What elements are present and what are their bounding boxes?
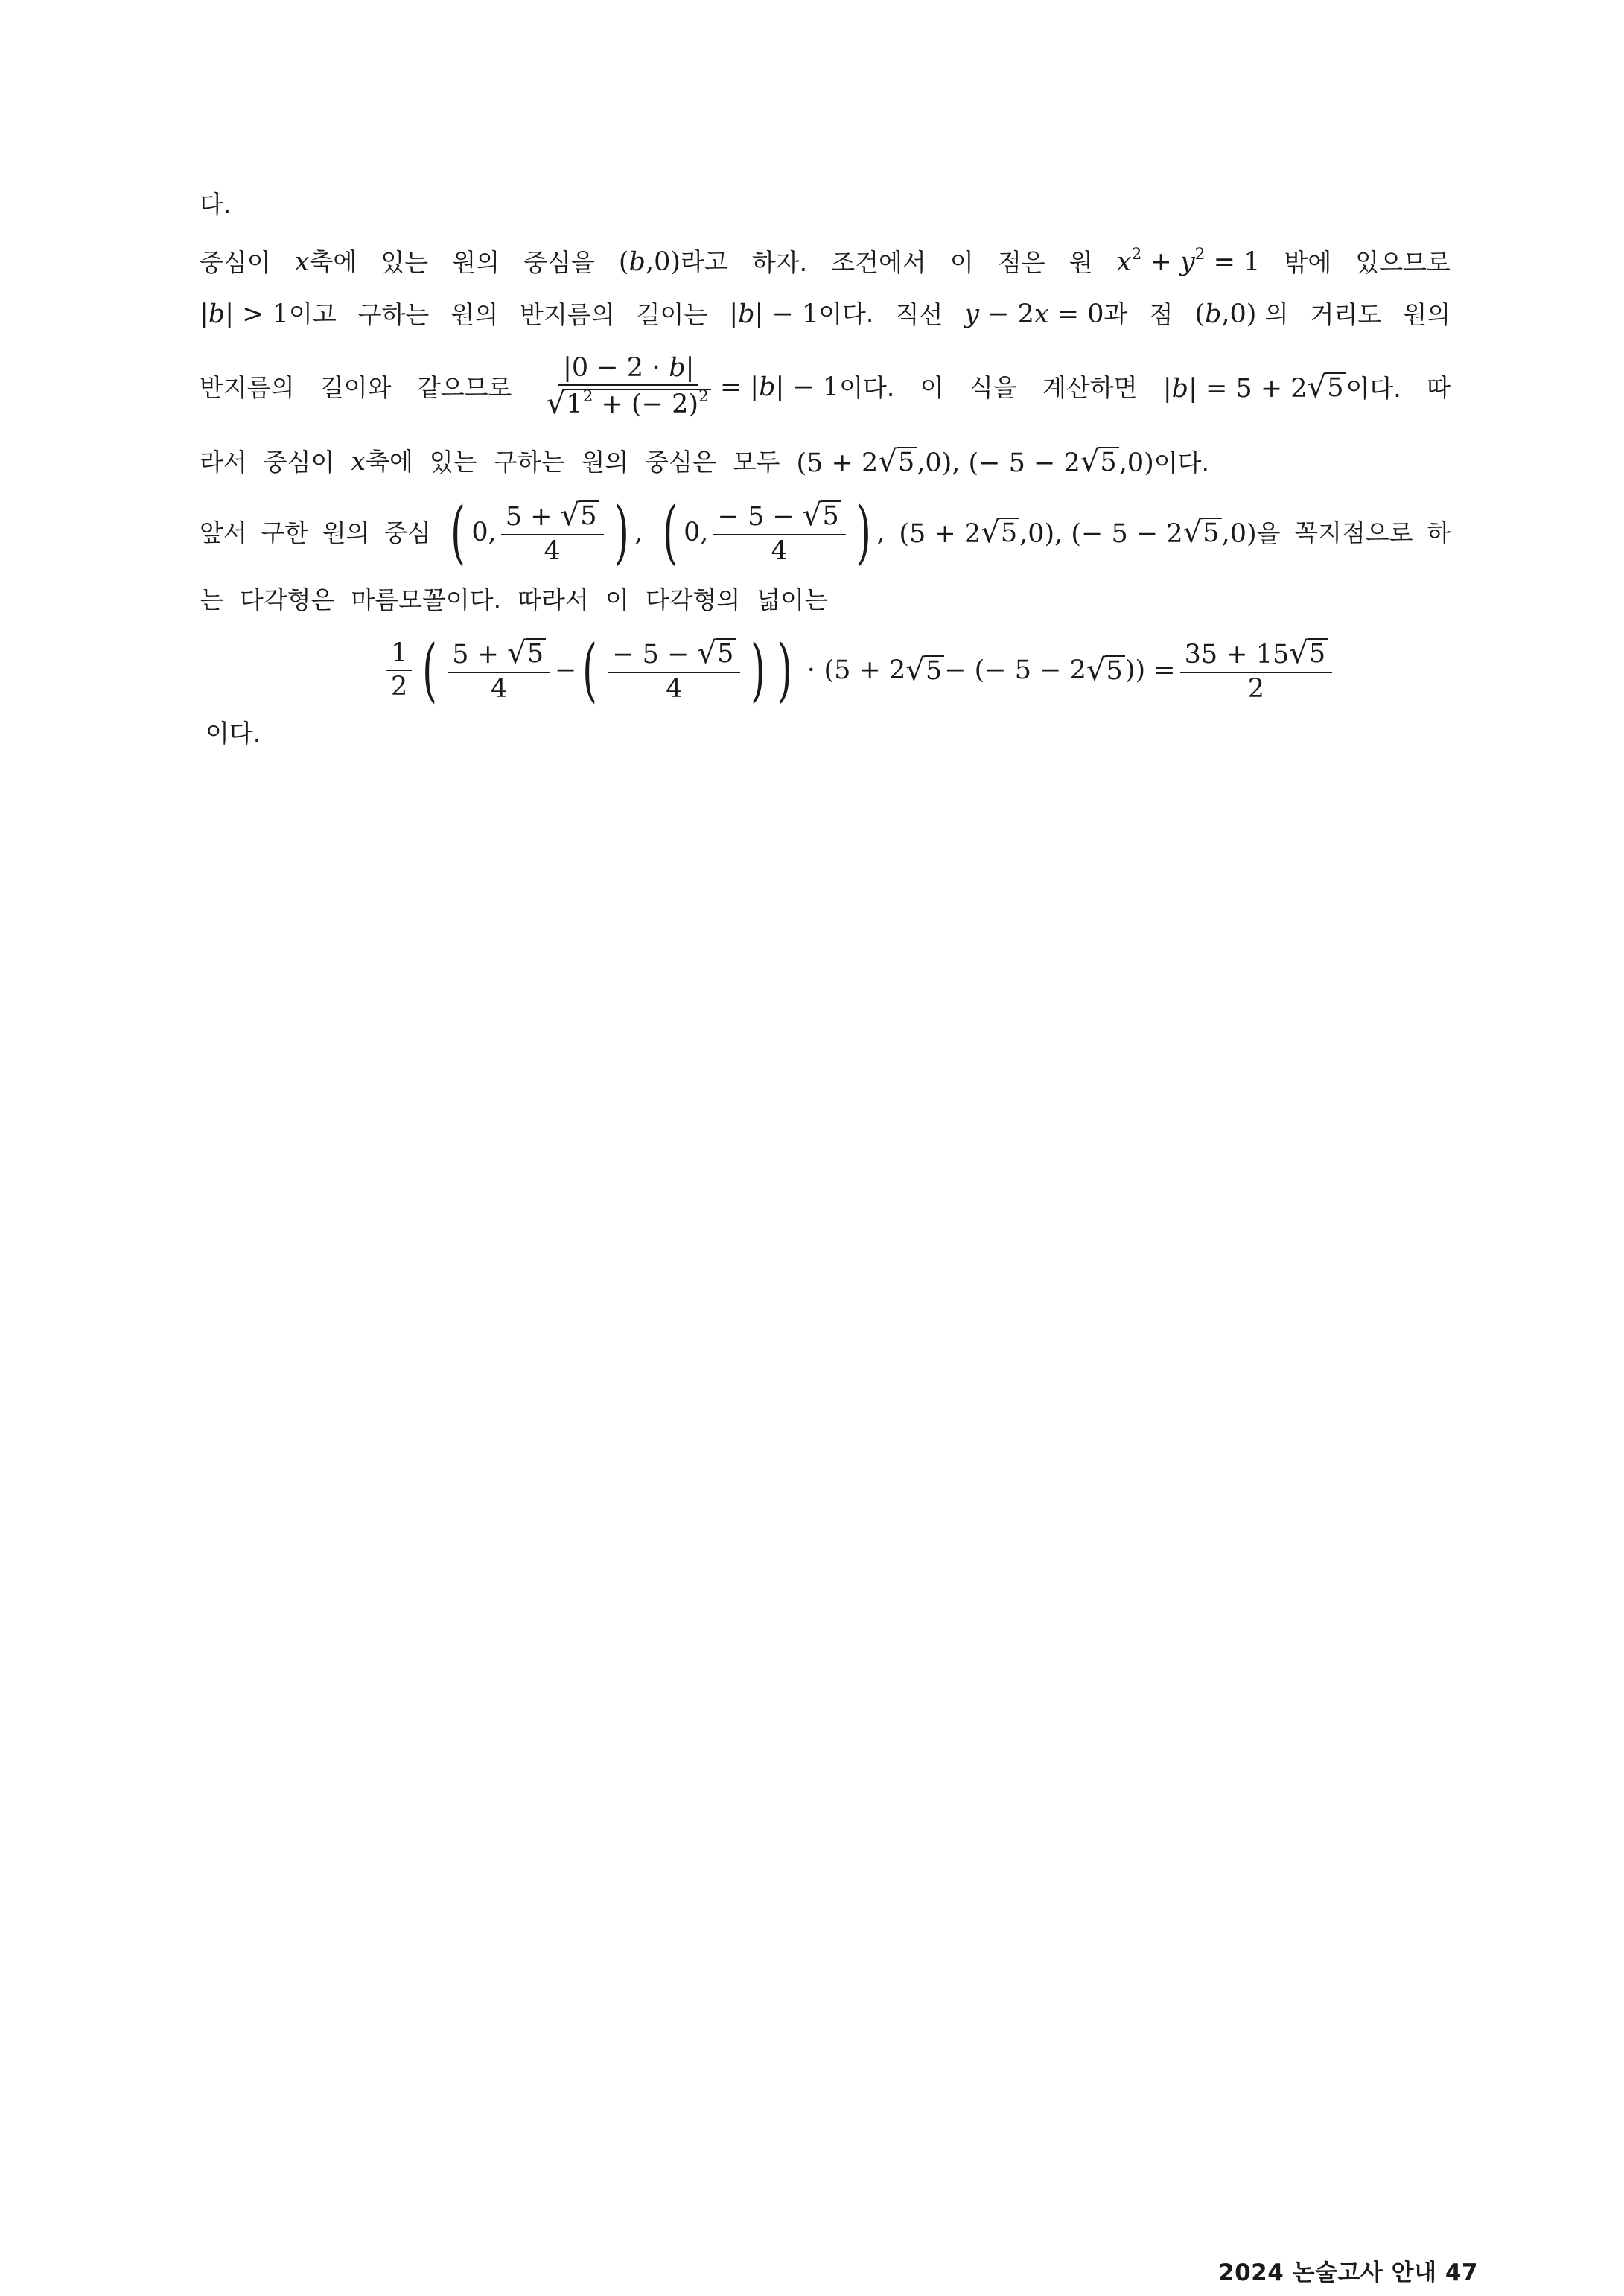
text-fragment: 구한: [261, 518, 309, 547]
math-expression: (5 + 2 √ 5 ,0), (− 5 − 2 √ 5 ,0)이다.: [796, 445, 1209, 479]
text-fragment: 따라서: [518, 585, 589, 614]
text-fragment: 모두: [732, 447, 780, 477]
math-expression: ( 0, − 5 − √ 5 4 ) ,: [663, 492, 885, 573]
text-line-0: [200, 192, 1451, 217]
math-expression: (b,0) 의: [1194, 299, 1289, 329]
text-line-6: [200, 585, 1451, 614]
text-fragment: 점은: [997, 248, 1045, 277]
text-fragment: 다.: [200, 190, 232, 219]
math-expression: |b| − 1이다.: [729, 299, 874, 329]
text-fragment: 길이는: [636, 300, 708, 329]
text-line-3: [200, 350, 1451, 424]
text-fragment: 점: [1149, 300, 1174, 329]
text-fragment: 중심을: [523, 248, 595, 277]
display-equation: $\frac{1}{2}$ ( 5 + √ 5 4 − ( − 5 − √ 5 4 ) ) ⋅ (5 + 2 √ 5 − (− 5 − 2 √ 5 )) = 35 + 15 √ 5 2: [382, 629, 1424, 711]
text-fragment: 중심은: [645, 447, 716, 477]
text-line-1: [200, 244, 1451, 277]
text-fragment: 앞서: [200, 518, 247, 547]
text-fragment: 같으므로: [416, 372, 512, 402]
text-fragment: 중심이: [200, 248, 271, 277]
text-fragment: 조건에서: [831, 248, 926, 277]
text-fragment: 원의: [322, 518, 370, 547]
text-line-5: [200, 492, 1451, 573]
text-fragment: 이다.: [206, 719, 261, 748]
text-fragment: 있으므로: [1355, 248, 1451, 277]
text-fragment: x축에: [294, 247, 357, 277]
text-fragment: 원: [1069, 248, 1093, 277]
text-fragment: 밖에: [1284, 248, 1332, 277]
text-fragment: 원의: [581, 447, 629, 477]
text-fragment: 원의: [1403, 300, 1451, 329]
math-expression: |b| = 5 + 2 √ 5 이다.: [1162, 369, 1401, 404]
text-fragment: 다각형의: [645, 585, 741, 614]
text-fragment: 이: [920, 372, 944, 402]
text-fragment: 반지름의: [200, 372, 295, 402]
text-fragment: 있는: [429, 447, 477, 477]
text-fragment: 중심이: [263, 447, 335, 477]
page-footer: 2024 논술고사 안내 47: [1218, 2260, 1478, 2286]
text-fragment: 중심: [383, 518, 431, 547]
math-expression: y − 2x = 0과: [964, 299, 1128, 329]
text-fragment: 따: [1427, 372, 1451, 402]
math-expression: (5 + 2 √ 5 ,0), (− 5 − 2 √ 5 ,0)을: [899, 515, 1281, 550]
text-fragment: 반지름의: [520, 300, 615, 329]
text-line-2: [200, 299, 1451, 329]
text-fragment: 식을: [969, 372, 1017, 402]
math-expression: $x^2 + y^2 = 1$: [1116, 244, 1261, 277]
math-expression: |0 − 2 ⋅ b| √ $1^2$ + (− 2)$^2$ = |b| − 1 이다.: [546, 353, 895, 422]
text-fragment: 하: [1427, 518, 1451, 547]
text-fragment: 구하는: [357, 300, 430, 329]
text-fragment: 이: [949, 248, 974, 277]
text-fragment: 마름모꼴이다.: [351, 585, 502, 614]
text-fragment: x축에: [351, 446, 413, 477]
math-expression: |b| > 1이고: [200, 299, 337, 329]
text-fragment: 직선: [895, 300, 943, 329]
text-fragment: 이: [605, 585, 629, 614]
text-fragment: 하자.: [751, 248, 808, 277]
text-fragment: 는: [200, 585, 223, 614]
text-fragment: 넓이는: [757, 585, 828, 614]
text-fragment: 거리도: [1310, 300, 1382, 329]
text-fragment: 다각형은: [239, 585, 335, 614]
text-fragment: 계산하면: [1042, 372, 1138, 402]
text-line-8: [206, 719, 1456, 748]
text-fragment: 원의: [450, 300, 499, 329]
text-fragment: 구하는: [493, 447, 565, 477]
text-fragment: 길이와: [319, 372, 392, 402]
text-line-4: [200, 447, 1451, 477]
math-expression: (b,0)라고: [618, 247, 728, 277]
math-expression: ( 0, 5 + √ 5 4 ) ,: [450, 492, 643, 573]
text-fragment: 라서: [200, 447, 247, 477]
text-fragment: 있는: [380, 248, 429, 277]
text-fragment: 꼭지점으로: [1294, 518, 1413, 547]
text-fragment: 원의: [452, 248, 500, 277]
